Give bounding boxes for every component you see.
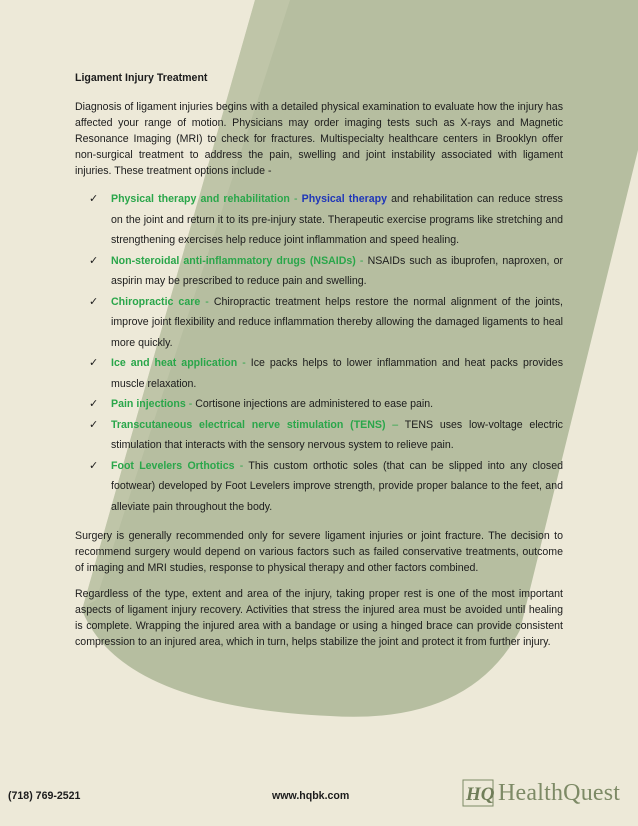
surgery-paragraph: Surgery is generally recommended only for severe ligament injuries or joint fracture. The decision to recommend surgery would depend on various factors such as failed conservative treatments, outcome of imaging and MRI studies, response to physical therapy and other factors combined.	[75, 530, 563, 574]
treatment-term: Chiropractic care	[111, 295, 201, 308]
treatment-separator: -	[289, 193, 302, 205]
phone-number[interactable]: (718) 769-2521	[8, 790, 81, 802]
treatment-description: Ice packs helps to lower inflammation and heat packs provides muscle relaxation.	[111, 357, 563, 390]
treatment-description: Chiropractic treatment helps restore the normal alignment of the joints, improve joint flexibility and reduce inflammation thereby allowing the damaged ligaments to heal more quickly.	[111, 295, 563, 349]
list-item	[89, 292, 563, 354]
checkmark-icon: ✓	[89, 254, 99, 267]
treatment-description: TENS uses low-voltage electric stimulation that interacts with the sensory nervous system to relieve pain.	[111, 418, 563, 451]
treatment-term: Pain injections	[111, 398, 186, 410]
treatment-separator: -	[234, 459, 249, 472]
list-item	[89, 251, 563, 292]
checkmark-icon: ✓	[89, 398, 99, 410]
logo-mark-letters: HQ	[466, 784, 495, 805]
treatment-description: and rehabilitation can reduce stress on the joint and return it to its pre-injury state. Therapeutic exercise programs like stretching and strengthening exercises help reduce joint inflammation and speed healing.	[111, 193, 563, 246]
treatment-term: Foot Levelers Orthotics	[111, 459, 235, 472]
treatment-description: This custom orthotic soles (that can be slipped into any closed footwear) developed by Foot Levelers improve strength, provide proper balance to the feet, and alleviate pain throughout the body.	[111, 459, 563, 513]
intro-paragraph: Diagnosis of ligament injuries begins with a detailed physical examination to evaluate how the injury has affected your range of motion. Physicians may order imaging tests such as X-rays and Magnetic Resonance Imaging (MRI) to check for fractures. Multispecialty healthcare centers in Brooklyn offer non-surgical treatment to address the pain, swelling and joint instability associated with ligament injuries. These treatment options include -	[75, 101, 563, 177]
treatment-term: Physical therapy and rehabilitation	[111, 193, 290, 205]
checkmark-icon: ✓	[89, 193, 99, 205]
treatment-separator: –	[385, 418, 405, 431]
page-title: Ligament Injury Treatment	[75, 72, 208, 84]
list-item	[89, 456, 563, 518]
treatment-list	[75, 189, 563, 517]
brand-name: HealthQuest	[498, 779, 621, 806]
checkmark-icon: ✓	[89, 459, 99, 472]
treatment-term: Transcutaneous electrical nerve stimulation (TENS)	[111, 418, 386, 431]
treatment-separator: -	[237, 357, 251, 369]
treatment-description: Cortisone injections are administered to ease pain.	[195, 398, 434, 410]
list-item	[89, 189, 563, 251]
physical-therapy-link[interactable]: Physical therapy	[301, 193, 387, 205]
healthquest-logo-icon	[462, 776, 496, 810]
treatment-separator: -	[200, 295, 214, 308]
article	[75, 70, 563, 660]
treatment-term: Ice and heat application	[111, 357, 238, 369]
treatment-term: Non-steroidal anti-inflammatory drugs (NSAIDs)	[111, 254, 356, 267]
rest-paragraph: Regardless of the type, extent and area of the injury, taking proper rest is one of the most important aspects of ligament injury recovery. Activities that stress the injured area must be avoided until healing is complete. Wrapping the injured area with a bandage or using a hinged brace can provide consistent compression to an injured area, which in turn, helps stabilize the joint and protect it from further injury.	[75, 588, 563, 648]
treatment-separator: -	[355, 254, 368, 267]
list-item	[89, 353, 563, 394]
list-item	[89, 415, 563, 456]
checkmark-icon: ✓	[89, 357, 99, 369]
website-link[interactable]: www.hqbk.com	[272, 790, 350, 802]
healthquest-logo	[462, 776, 620, 810]
page-footer	[0, 779, 638, 814]
treatment-separator: -	[185, 398, 196, 410]
checkmark-icon: ✓	[89, 418, 99, 431]
list-item	[89, 394, 563, 415]
treatment-description: NSAIDs such as ibuprofen, naproxen, or aspirin may be prescribed to reduce pain and swelling.	[111, 254, 563, 287]
checkmark-icon: ✓	[89, 295, 99, 308]
